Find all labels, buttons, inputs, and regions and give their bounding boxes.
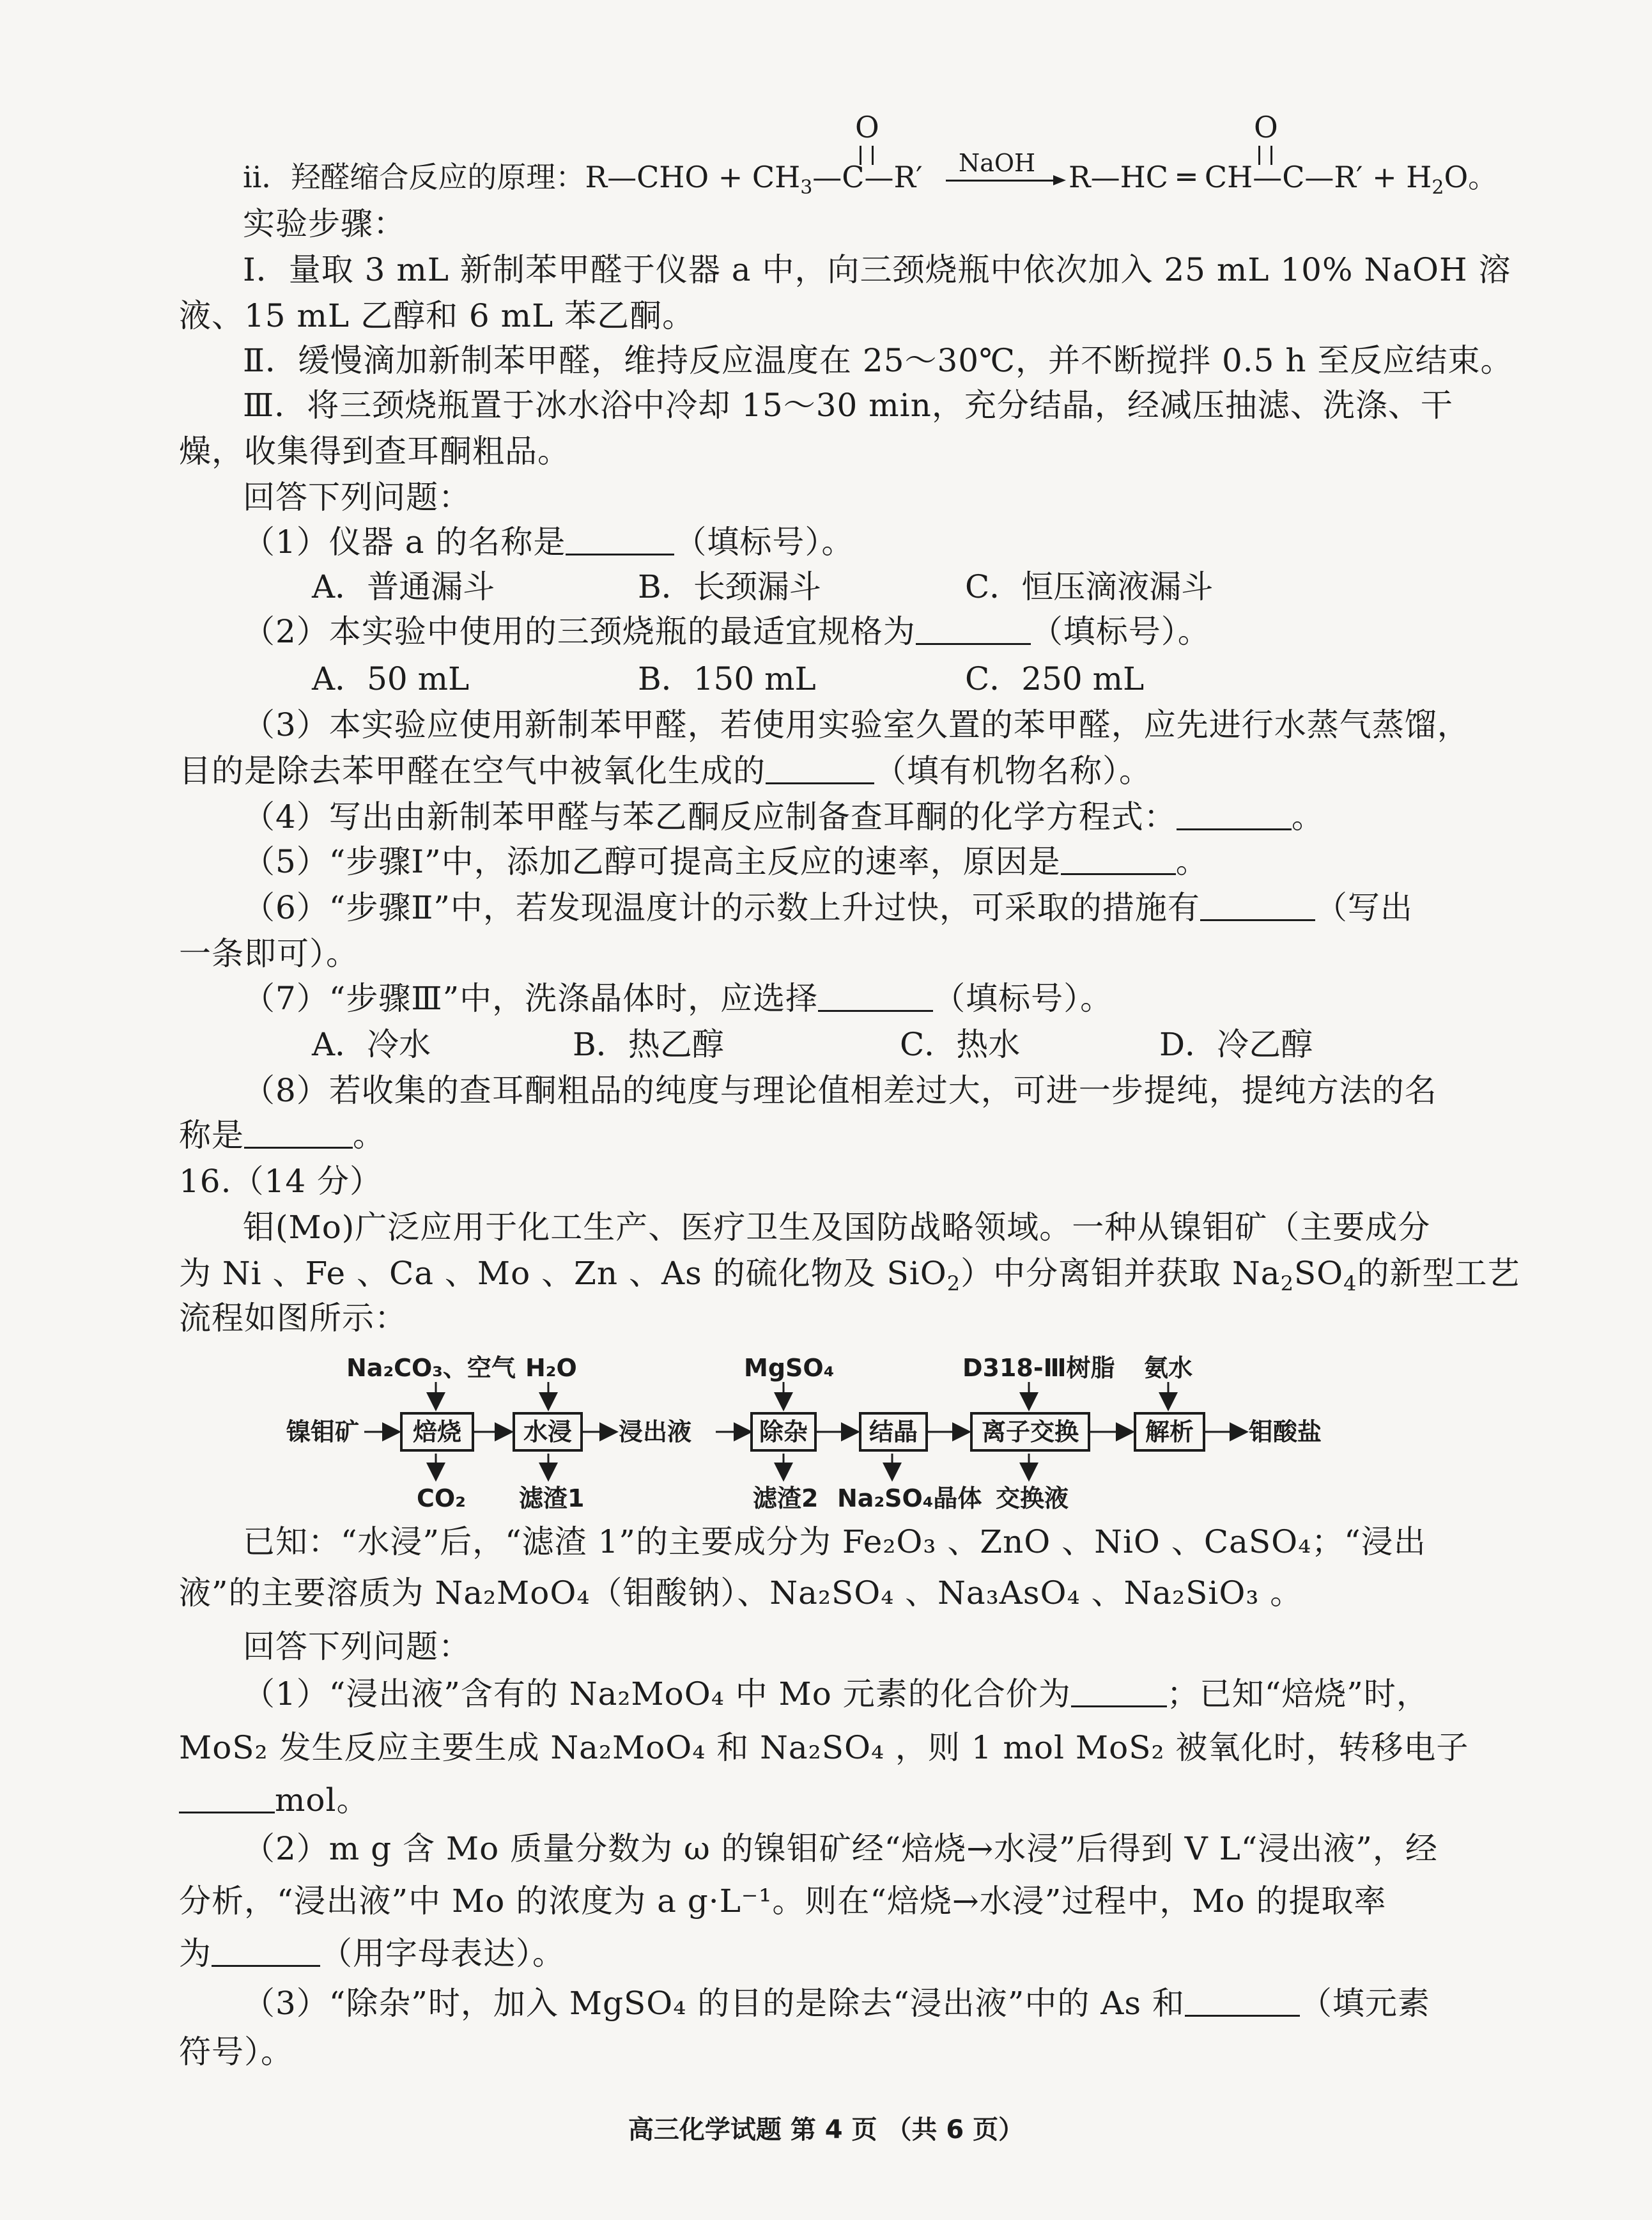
problem-16-q1-line-2: MoS₂ 发生反应主要生成 Na₂MoO₄ 和 Na₂SO₄ ，则 1 mol MoS₂ 被氧化时，转移电子 bbox=[179, 1729, 1469, 1766]
answer-blank[interactable] bbox=[1185, 1987, 1300, 2017]
problem-16-q2-line-2: 分析，“浸出液”中 Mo 的浓度为 a g·L⁻¹。则在“焙烧→水浸”过程中，Mo 的提取率 bbox=[179, 1882, 1387, 1920]
steps-heading: 实验步骤： bbox=[243, 205, 406, 242]
flow-output-residue-2: 滤渣2 bbox=[753, 1484, 819, 1512]
flow-box-ion-exchange: 离子交换 bbox=[970, 1412, 1090, 1452]
q1-option-b: B．长颈漏斗 bbox=[638, 568, 821, 605]
question-8-line-1: （8）若收集的查耳酮粗品的纯度与理论值相差过大，可进一步提纯，提纯方法的名 bbox=[243, 1072, 1437, 1109]
flow-box-desorption: 解析 bbox=[1134, 1412, 1205, 1452]
problem-16-q2-line-3: 为 （用字母表达）。 bbox=[179, 1935, 565, 1972]
flow-input-ammonia: 氨水 bbox=[1144, 1354, 1193, 1382]
flow-input-resin: D318-Ⅲ树脂 bbox=[962, 1354, 1115, 1382]
flow-start-ore: 镍钼矿 bbox=[286, 1418, 360, 1446]
question-4: （4）写出由新制苯甲醛与苯乙酮反应制备查耳酮的化学方程式： 。 bbox=[243, 798, 1324, 835]
flow-input-water: H₂O bbox=[525, 1354, 577, 1382]
q1-option-a: A．普通漏斗 bbox=[312, 568, 495, 605]
step-2: Ⅱ．缓慢滴加新制苯甲醛，维持反应温度在 25～30℃，并不断搅拌 0.5 h 至反应结束。 bbox=[243, 342, 1513, 379]
problem-16-q2-line-1: （2）m g 含 Mo 质量分数为 ω 的镍钼矿经“焙烧→水浸”后得到 V L“浸出液”，经 bbox=[243, 1830, 1438, 1867]
reaction-principle: ⅱ．羟醛缩合反应的原理：R—CHO + $CH_3—C—R'$ bbox=[243, 160, 923, 199]
answer-blank[interactable] bbox=[212, 1937, 320, 1967]
reaction-reagent: NaOH bbox=[959, 149, 1036, 177]
answer-blank[interactable] bbox=[179, 1783, 275, 1813]
problem-16-q3-line-2: 符号）。 bbox=[179, 2033, 293, 2070]
flow-end-molybdate: 钼酸盐 bbox=[1249, 1418, 1322, 1446]
answer-blank[interactable] bbox=[1061, 845, 1176, 875]
q2-option-b: B．150 mL bbox=[638, 660, 816, 697]
question-7: （7）“步骤Ⅲ”中，洗涤晶体时，应选择 （填标号）。 bbox=[243, 980, 1113, 1017]
question-3-line-1: （3）本实验应使用新制苯甲醛，若使用实验室久置的苯甲醛，应先进行水蒸气蒸馏， bbox=[243, 706, 1470, 743]
question-3-line-2: 目的是除去苯甲醛在空气中被氧化生成的 （填有机物名称）。 bbox=[179, 752, 1152, 789]
answer-blank[interactable] bbox=[1071, 1677, 1167, 1707]
answer-blank[interactable] bbox=[916, 615, 1031, 645]
reaction-rhs: R—HC ═ CH—C—R′ + $H_2O$。 bbox=[1069, 160, 1498, 199]
question-2: （2）本实验中使用的三颈烧瓶的最适宜规格为 （填标号）。 bbox=[243, 613, 1210, 650]
flow-leachate: 浸出液 bbox=[619, 1418, 692, 1446]
problem-16-title: 16.（14 分） bbox=[179, 1163, 383, 1200]
page-footer: 高三化学试题 第 4 页 （共 6 页） bbox=[628, 2115, 1024, 2145]
known-line-2: 液”的主要溶质为 Na₂MoO₄（钼酸钠）、Na₂SO₄ 、Na₃AsO₄ 、Na₂SiO₃ 。 bbox=[179, 1574, 1303, 1611]
q2-option-c: C．250 mL bbox=[965, 660, 1145, 697]
problem-16-intro-1: 钼(Mo)广泛应用于化工生产、医疗卫生及国防战略领域。一种从镍钼矿（主要成分 bbox=[243, 1209, 1431, 1246]
question-8-line-2: 称是 。 bbox=[179, 1117, 385, 1154]
answer-heading-2: 回答下列问题： bbox=[243, 1628, 471, 1665]
reaction-lhs: R—CHO + CH bbox=[585, 160, 801, 194]
flow-output-co2: CO₂ bbox=[417, 1484, 466, 1512]
question-1: （1）仪器 a 的名称是 （填标号）。 bbox=[243, 524, 854, 561]
q7-option-d: D．冷乙醇 bbox=[1159, 1026, 1313, 1063]
problem-16-intro-2: 为 Ni 、Fe 、Ca 、Mo 、Zn 、As 的硫化物及 SiO$_2$）中分离钼并获取 $Na_2SO_4$的新型工艺 bbox=[179, 1255, 1520, 1296]
carbonyl-o-left: O bbox=[855, 110, 879, 144]
question-5: （5）“步骤Ⅰ”中，添加乙醇可提高主反应的速率，原因是 。 bbox=[243, 843, 1208, 880]
answer-blank[interactable] bbox=[244, 1119, 353, 1149]
answer-blank[interactable] bbox=[1177, 800, 1292, 830]
flow-box-crystallization: 结晶 bbox=[859, 1412, 928, 1452]
flow-input-na2co3-air: Na₂CO₃、空气 bbox=[346, 1354, 516, 1382]
answer-blank[interactable] bbox=[1200, 891, 1315, 921]
answer-blank[interactable] bbox=[766, 754, 874, 784]
flow-box-impurity-removal: 除杂 bbox=[750, 1412, 817, 1452]
step-3-line-1: Ⅲ．将三颈烧瓶置于冰水浴中冷却 15～30 min，充分结晶，经减压抽滤、洗涤、干 bbox=[243, 387, 1453, 424]
flow-output-na2so4-crystal: Na₂SO₄晶体 bbox=[837, 1484, 982, 1512]
reaction-arrow-head bbox=[1053, 175, 1066, 185]
flow-box-roast: 焙烧 bbox=[400, 1412, 474, 1452]
problem-16-intro-3: 流程如图所示： bbox=[179, 1300, 407, 1337]
carbonyl-bond-left bbox=[860, 146, 874, 165]
q7-option-c: C．热水 bbox=[900, 1026, 1021, 1063]
problem-16-q1-line-1: （1）“浸出液”含有的 Na₂MoO₄ 中 Mo 元素的化合价为 ；已知“焙烧”时， bbox=[243, 1675, 1429, 1712]
problem-16-q3-line-1: （3）“除杂”时，加入 MgSO₄ 的目的是除去“浸出液”中的 As 和 （填元素 bbox=[243, 1985, 1430, 2022]
flow-output-residue-1: 滤渣1 bbox=[519, 1484, 585, 1512]
carbonyl-o-right: O bbox=[1254, 110, 1278, 144]
carbonyl-bond-right bbox=[1258, 146, 1272, 165]
answer-blank[interactable] bbox=[566, 525, 674, 555]
reaction-arrow bbox=[946, 180, 1054, 182]
step-1-line-1: Ⅰ．量取 3 mL 新制苯甲醛于仪器 a 中，向三颈烧瓶中依次加入 25 mL 10% NaOH 溶 bbox=[243, 251, 1511, 288]
flow-output-exchange-liquid: 交换液 bbox=[996, 1484, 1069, 1512]
answer-blank[interactable] bbox=[818, 982, 933, 1012]
q7-option-b: B．热乙醇 bbox=[573, 1026, 724, 1063]
step-3-line-2: 燥，收集得到查耳酮粗品。 bbox=[179, 433, 570, 470]
known-line-1: 已知：“水浸”后，“滤渣 1”的主要成分为 Fe₂O₃ 、ZnO 、NiO 、CaSO₄；“浸出 bbox=[243, 1523, 1426, 1560]
step-1-line-2: 液、15 mL 乙醇和 6 mL 苯乙酮。 bbox=[179, 297, 695, 334]
reaction-lhs-tail: —C—R′ bbox=[812, 160, 923, 194]
reaction-prefix: ⅱ．羟醛缩合反应的原理： bbox=[243, 160, 585, 194]
flow-input-mgso4: MgSO₄ bbox=[744, 1354, 835, 1382]
question-6: （6）“步骤Ⅱ”中，若发现温度计的示数上升过快，可采取的措施有 （写出 bbox=[243, 889, 1413, 926]
q2-option-a: A．50 mL bbox=[312, 660, 470, 697]
answer-heading-1: 回答下列问题： bbox=[243, 479, 471, 516]
question-6-line-2: 一条即可）。 bbox=[179, 935, 359, 972]
q7-option-a: A．冷水 bbox=[312, 1026, 431, 1063]
flow-box-water-leach: 水浸 bbox=[513, 1412, 583, 1452]
q1-option-c: C．恒压滴液漏斗 bbox=[965, 568, 1214, 605]
problem-16-q1-line-3: mol。 bbox=[179, 1781, 369, 1819]
